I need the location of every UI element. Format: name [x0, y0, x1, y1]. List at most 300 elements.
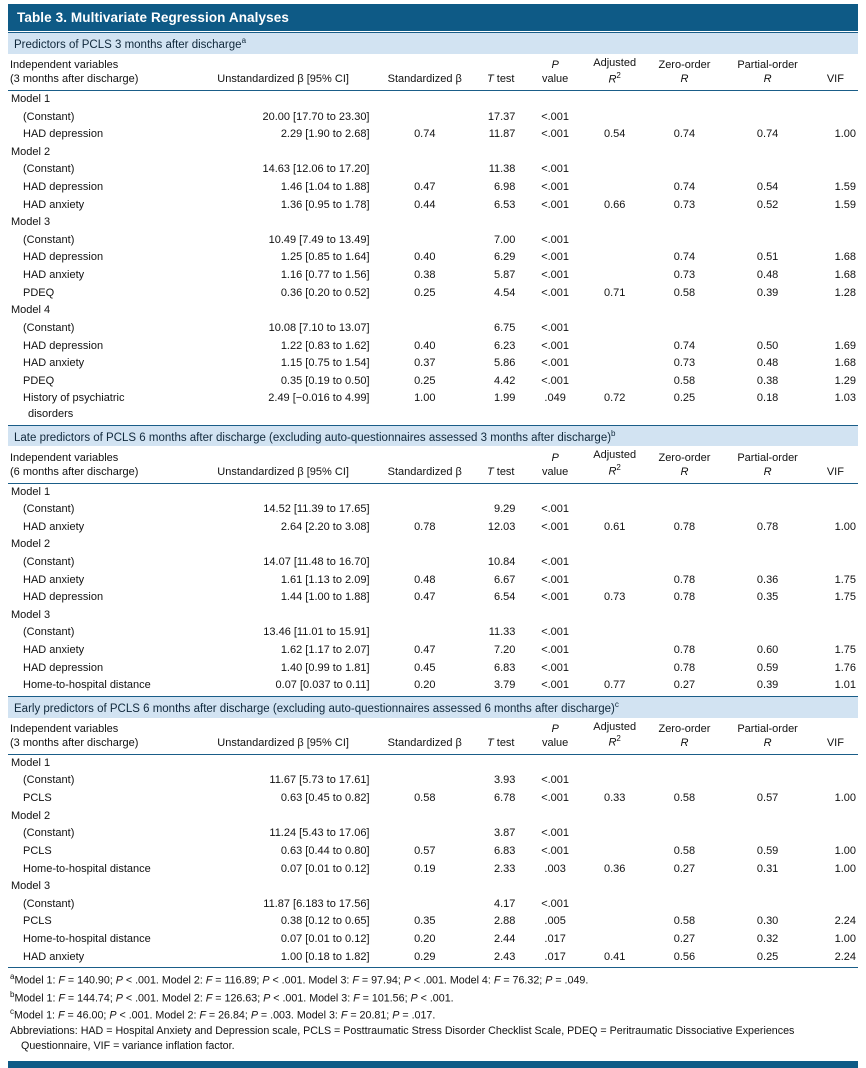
table-cell-partial_order_r: 0.51	[756, 251, 779, 264]
footnote-marker: c	[10, 1007, 14, 1017]
row-label-line: (Constant)	[23, 321, 75, 334]
row-label-line: disorders	[28, 407, 74, 420]
table-cell-adjusted_r2	[583, 179, 647, 197]
table-row	[8, 249, 858, 267]
table-cell-p_value: <.001	[541, 339, 570, 352]
table-cell-zero_order_r	[646, 501, 722, 519]
table-cell-t_test: 2.33	[494, 862, 516, 875]
stat-symbol: F	[205, 992, 213, 1005]
table-cell-standardized_beta: 0.48	[414, 573, 436, 586]
table-cell-standardized_beta	[376, 772, 475, 790]
table-cell-p_value: <.001	[541, 591, 570, 604]
row-label	[8, 161, 191, 179]
column-header-line: R	[680, 465, 689, 478]
table-cell-vif: 1.28	[834, 286, 856, 299]
model-row	[8, 754, 858, 772]
model-label: Model 3	[11, 608, 51, 621]
table-cell-partial_order_r: 0.50	[756, 339, 779, 352]
table-row	[8, 913, 858, 931]
row-label-line: HAD anxiety	[23, 520, 85, 533]
table-row	[8, 197, 858, 215]
row-label	[8, 109, 191, 127]
table-cell-zero_order_r: 0.74	[673, 128, 696, 141]
table-row	[8, 390, 858, 423]
stat-symbol: P	[410, 992, 418, 1005]
table-cell-partial_order_r	[722, 501, 812, 519]
column-header-unstandardized_beta	[191, 54, 376, 91]
row-label	[8, 843, 191, 861]
table-cell-p_value: <.001	[541, 321, 570, 334]
table-cell-t_test: 6.98	[494, 181, 516, 194]
table-cell-adjusted_r2: 0.66	[603, 198, 626, 211]
table-cell-partial_order_r	[722, 109, 812, 127]
table-cell-partial_order_r: 0.39	[756, 679, 779, 692]
table-cell-partial_order_r: 0.57	[756, 792, 779, 805]
row-label	[8, 642, 191, 660]
column-header-zero_order_r	[646, 718, 722, 755]
table-cell-vif: 2.24	[834, 915, 856, 928]
table-cell-adjusted_r2	[583, 501, 647, 519]
row-label	[8, 572, 191, 590]
table-cell-standardized_beta: 0.40	[414, 251, 436, 264]
column-header-independent-variables	[8, 54, 191, 91]
table-cell-standardized_beta	[376, 825, 475, 843]
table-cell-p_value: <.001	[541, 520, 570, 533]
table-cell-zero_order_r: 0.58	[673, 374, 696, 387]
table-cell-unstandardized_beta: 0.63 [0.45 to 0.82]	[280, 792, 370, 805]
column-header-line: Adjusted	[593, 720, 637, 733]
row-label	[8, 390, 191, 423]
table-cell-partial_order_r: 0.38	[756, 374, 779, 387]
column-header-line: Unstandardized β [95% CI]	[217, 465, 349, 478]
table-row	[8, 624, 858, 642]
table-cell-partial_order_r	[722, 554, 812, 572]
model-label: Model 2	[11, 538, 51, 551]
table-cell-zero_order_r: 0.27	[673, 932, 696, 945]
table-cell-t_test: 4.17	[494, 897, 516, 910]
table-cell-vif: 1.75	[834, 573, 856, 586]
column-header-unstandardized_beta	[191, 446, 376, 483]
table-cell-vif: 1.00	[834, 932, 856, 945]
table-cell-p_value: <.001	[541, 110, 570, 123]
column-header-line: $R^2$	[608, 463, 621, 478]
column-header-line: (3 months after discharge)	[10, 73, 139, 86]
column-header-standardized_beta	[376, 54, 475, 91]
section-footnote-marker: b	[611, 428, 616, 438]
table-cell-vif	[813, 624, 858, 642]
row-label	[8, 896, 191, 914]
stat-symbol: P	[250, 1009, 258, 1022]
regression-table	[8, 718, 858, 966]
column-header-vif	[813, 54, 858, 91]
table-cell-unstandardized_beta: 10.08 [7.10 to 13.07]	[268, 321, 370, 334]
column-header-t_test	[474, 446, 527, 483]
regression-table	[8, 446, 858, 694]
table-row	[8, 861, 858, 879]
table-cell-vif	[813, 554, 858, 572]
column-header-line: P	[551, 723, 559, 736]
column-header-line: (6 months after discharge)	[10, 465, 139, 478]
column-header-line: P	[551, 59, 559, 72]
table-cell-standardized_beta	[376, 232, 475, 250]
row-label-line: (Constant)	[23, 827, 75, 840]
column-header-zero_order_r	[646, 54, 722, 91]
table-cell-t_test: 7.20	[494, 644, 516, 657]
table-cell-unstandardized_beta: 1.36 [0.95 to 1.78]	[280, 198, 370, 211]
table-cell-t_test: 5.86	[494, 357, 516, 370]
row-label-line: HAD depression	[23, 251, 104, 264]
table-cell-unstandardized_beta: 1.40 [0.99 to 1.81]	[280, 661, 370, 674]
table-cell-t_test: 6.83	[494, 661, 516, 674]
column-header-line: (3 months after discharge)	[10, 737, 139, 750]
row-label-line: HAD depression	[23, 661, 104, 674]
row-label-line: Home-to-hospital distance	[23, 679, 151, 692]
table-cell-standardized_beta: 0.47	[414, 181, 436, 194]
column-header-partial_order_r	[722, 54, 812, 91]
table-cell-p_value: <.001	[541, 573, 570, 586]
table-cell-partial_order_r	[722, 161, 812, 179]
table-cell-unstandardized_beta: 1.22 [0.83 to 1.62]	[280, 339, 370, 352]
row-label-line: History of psychiatric	[23, 392, 125, 405]
stat-symbol: F	[205, 974, 213, 987]
table-cell-t_test: 10.84	[487, 555, 516, 568]
footnote-marker: b	[10, 989, 15, 999]
table-cell-unstandardized_beta: 0.38 [0.12 to 0.65]	[280, 915, 370, 928]
table-cell-partial_order_r	[722, 232, 812, 250]
table-cell-standardized_beta	[376, 554, 475, 572]
model-row	[8, 808, 858, 826]
table-cell-vif: 1.00	[834, 844, 856, 857]
table-cell-p_value: .003	[544, 862, 566, 875]
row-label	[8, 861, 191, 879]
table-cell-t_test: 11.87	[488, 128, 516, 141]
column-header-partial_order_r	[722, 718, 812, 755]
table-cell-vif	[813, 501, 858, 519]
table-cell-adjusted_r2	[583, 624, 647, 642]
table-cell-unstandardized_beta: 1.62 [1.17 to 2.07]	[280, 644, 370, 657]
model-label: Model 3	[11, 880, 51, 893]
column-header-line: Independent variables	[10, 59, 119, 72]
table-cell-t_test: 6.23	[494, 339, 516, 352]
model-row	[8, 144, 858, 162]
row-label	[8, 519, 191, 537]
footnote-marker: a	[10, 972, 15, 982]
header-row	[8, 718, 858, 755]
table-cell-partial_order_r: 0.36	[756, 573, 779, 586]
table-cell-zero_order_r: 0.27	[673, 679, 696, 692]
table-cell-vif: 1.69	[834, 339, 856, 352]
table-cell-unstandardized_beta: 11.67 [5.73 to 17.61]	[269, 774, 370, 787]
table-cell-t_test: 6.75	[494, 321, 516, 334]
row-label-line: HAD depression	[23, 339, 104, 352]
table-cell-partial_order_r	[722, 896, 812, 914]
table-cell-p_value: <.001	[541, 555, 570, 568]
row-label-line: (Constant)	[23, 163, 75, 176]
row-label	[8, 931, 191, 949]
table-cell-standardized_beta: 1.00	[414, 392, 436, 405]
table-cell-p_value: <.001	[541, 269, 570, 282]
table-cell-unstandardized_beta: 13.46 [11.01 to 15.91]	[263, 626, 370, 639]
table-row	[8, 373, 858, 391]
column-header-line: Zero-order	[658, 59, 711, 72]
table-cell-unstandardized_beta: 14.07 [11.48 to 16.70]	[263, 555, 370, 568]
table-cell-vif: 1.59	[834, 181, 856, 194]
table-cell-zero_order_r: 0.78	[673, 573, 696, 586]
table-cell-standardized_beta	[376, 624, 475, 642]
table-cell-adjusted_r2: 0.61	[603, 520, 626, 533]
table-cell-zero_order_r	[646, 772, 722, 790]
row-label-line: (Constant)	[23, 774, 75, 787]
column-header-line: value	[541, 737, 569, 750]
table-cell-partial_order_r: 0.18	[756, 392, 779, 405]
table-cell-partial_order_r: 0.74	[756, 128, 779, 141]
column-header-adjusted_r2	[583, 718, 647, 755]
table-cell-p_value: <.001	[541, 357, 570, 370]
table-cell-adjusted_r2	[583, 161, 647, 179]
table-cell-p_value: <.001	[541, 181, 570, 194]
table-cell-p_value: <.001	[541, 774, 570, 787]
column-header-line: Partial-order	[737, 452, 798, 465]
table-cell-p_value: <.001	[541, 844, 570, 857]
row-label-line: (Constant)	[23, 626, 75, 639]
table-row	[8, 109, 858, 127]
stat-symbol: P	[109, 1009, 117, 1022]
row-label	[8, 825, 191, 843]
table-cell-adjusted_r2	[583, 355, 647, 373]
table-cell-t_test: 2.88	[494, 915, 516, 928]
table-cell-vif: 2.24	[834, 950, 856, 963]
row-label	[8, 772, 191, 790]
table-cell-partial_order_r: 0.59	[756, 661, 779, 674]
model-label: Model 4	[11, 304, 51, 317]
table-cell-t_test: 11.38	[488, 163, 516, 176]
table-cell-t_test: 4.42	[494, 374, 516, 387]
table-cell-zero_order_r: 0.58	[673, 915, 696, 928]
column-header-line: Adjusted	[593, 56, 637, 69]
table-row	[8, 949, 858, 967]
row-label	[8, 197, 191, 215]
table-cell-adjusted_r2	[583, 338, 647, 356]
column-header-line: VIF	[826, 737, 844, 750]
header-row	[8, 54, 858, 91]
column-header-line: R	[763, 737, 772, 750]
table-row	[8, 589, 858, 607]
table-row	[8, 843, 858, 861]
table-cell-partial_order_r: 0.78	[756, 520, 779, 533]
row-label	[8, 624, 191, 642]
table-cell-zero_order_r: 0.74	[673, 251, 696, 264]
table-cell-t_test: 5.87	[494, 269, 516, 282]
column-header-line: R	[680, 73, 689, 86]
table-cell-adjusted_r2	[583, 931, 647, 949]
table-cell-vif: 1.01	[834, 679, 856, 692]
row-label-line: HAD depression	[23, 591, 104, 604]
table-cell-p_value: .017	[544, 950, 566, 963]
row-label-line: HAD anxiety	[23, 950, 85, 963]
table-cell-partial_order_r: 0.48	[756, 357, 779, 370]
table-cell-t_test: 12.03	[487, 520, 516, 533]
row-label-line: PCLS	[23, 844, 52, 857]
table-cell-partial_order_r	[722, 624, 812, 642]
row-label-line: PDEQ	[23, 374, 55, 387]
column-header-line: Standardized β	[387, 737, 462, 750]
table-cell-vif	[813, 772, 858, 790]
column-header-vif	[813, 446, 858, 483]
column-header-unstandardized_beta	[191, 718, 376, 755]
table-cell-vif: 1.68	[834, 357, 856, 370]
table-row	[8, 660, 858, 678]
table-cell-t_test: 17.37	[487, 110, 516, 123]
table-cell-standardized_beta: 0.45	[414, 661, 436, 674]
table-cell-vif	[813, 320, 858, 338]
table-cell-unstandardized_beta: 2.64 [2.20 to 3.08]	[280, 520, 370, 533]
column-header-line: value	[541, 73, 569, 86]
table-cell-zero_order_r	[646, 109, 722, 127]
row-label	[8, 232, 191, 250]
table-cell-p_value: .049	[544, 392, 566, 405]
table-cell-zero_order_r: 0.78	[673, 644, 696, 657]
column-header-line: Independent variables	[10, 452, 119, 465]
footnotes	[8, 967, 858, 1058]
model-label: Model 1	[11, 756, 51, 769]
table-cell-partial_order_r: 0.30	[756, 915, 779, 928]
table-cell-p_value: <.001	[541, 286, 570, 299]
table-cell-p_value: <.001	[541, 792, 570, 805]
row-label	[8, 660, 191, 678]
table-cell-vif	[813, 109, 858, 127]
table-cell-adjusted_r2: 0.72	[603, 392, 626, 405]
table-cell-vif: 1.00	[834, 520, 856, 533]
column-header-p_value	[527, 54, 582, 91]
table-cell-adjusted_r2	[583, 772, 647, 790]
row-label-line: Home-to-hospital distance	[23, 932, 151, 945]
table-cell-unstandardized_beta: 20.00 [17.70 to 23.30]	[262, 110, 370, 123]
table-cell-standardized_beta: 0.29	[414, 950, 436, 963]
column-header-line: R	[763, 73, 772, 86]
row-label-line: Home-to-hospital distance	[23, 862, 151, 875]
column-header-partial_order_r	[722, 446, 812, 483]
table-cell-zero_order_r	[646, 232, 722, 250]
table-cell-zero_order_r: 0.27	[673, 862, 696, 875]
row-label	[8, 249, 191, 267]
table-cell-unstandardized_beta: 1.25 [0.85 to 1.64]	[280, 251, 370, 264]
table-cell-standardized_beta: 0.57	[414, 844, 436, 857]
table-row	[8, 267, 858, 285]
stat-symbol: P	[115, 992, 123, 1005]
table-cell-zero_order_r: 0.73	[673, 269, 696, 282]
row-label-line: PDEQ	[23, 286, 55, 299]
column-header-line: Zero-order	[658, 723, 711, 736]
table-cell-zero_order_r	[646, 161, 722, 179]
table-row	[8, 896, 858, 914]
row-label	[8, 677, 191, 695]
table-cell-vif	[813, 896, 858, 914]
table-cell-adjusted_r2	[583, 267, 647, 285]
stat-symbol: P	[392, 1009, 400, 1022]
table-cell-adjusted_r2	[583, 249, 647, 267]
column-header-line: T test	[486, 737, 515, 750]
footnote: $^a$Model 1: F = 140.90; P < .001. Model 2: F = 116.89; P < .001. Model 3: F = 97.94; P < .001. Model 4: F = 76.32; P = .049.	[10, 972, 589, 987]
table-cell-t_test: 3.93	[494, 774, 516, 787]
table-row	[8, 519, 858, 537]
regression-table	[8, 54, 858, 424]
column-header-p_value	[527, 718, 582, 755]
stat-symbol: F	[340, 1009, 348, 1022]
column-header-line: $R^2$	[608, 734, 621, 750]
table-cell-partial_order_r: 0.60	[756, 644, 779, 657]
column-header-t_test	[474, 54, 527, 91]
row-label	[8, 501, 191, 519]
table-cell-standardized_beta	[376, 109, 475, 127]
table-cell-partial_order_r: 0.48	[756, 269, 779, 282]
column-header-line: Unstandardized β [95% CI]	[217, 73, 349, 86]
stat-symbol: F	[199, 1009, 206, 1022]
table-row	[8, 572, 858, 590]
table-cell-standardized_beta: 0.78	[414, 520, 436, 533]
table-cell-adjusted_r2: 0.73	[603, 591, 626, 604]
row-label	[8, 790, 191, 808]
section-header	[8, 696, 858, 718]
column-header-line: VIF	[826, 73, 844, 86]
column-header-line: T test	[486, 73, 515, 86]
table-row	[8, 790, 858, 808]
table-title: Table 3. Multivariate Regression Analyses	[8, 4, 858, 31]
table-row	[8, 338, 858, 356]
table-row	[8, 285, 858, 303]
table-row	[8, 320, 858, 338]
stat-symbol: F	[352, 974, 359, 987]
table-cell-adjusted_r2	[583, 660, 647, 678]
table-cell-zero_order_r: 0.78	[673, 661, 696, 674]
model-label: Model 1	[11, 485, 51, 498]
table-cell-standardized_beta: 0.20	[414, 679, 436, 692]
table-cell-vif: 1.00	[834, 862, 856, 875]
row-label-line: HAD anxiety	[23, 357, 85, 370]
table-cell-partial_order_r: 0.54	[756, 181, 779, 194]
table-cell-unstandardized_beta: 0.07 [0.01 to 0.12]	[280, 932, 370, 945]
model-label: Model 2	[11, 809, 51, 822]
row-label	[8, 126, 191, 144]
table-cell-p_value: .005	[544, 915, 566, 928]
table-cell-unstandardized_beta: 0.36 [0.20 to 0.52]	[280, 286, 370, 299]
table-cell-vif: 1.59	[834, 198, 856, 211]
table-row	[8, 554, 858, 572]
table-cell-vif: 1.75	[834, 644, 856, 657]
model-label: Model 1	[11, 92, 51, 105]
column-header-line: P	[551, 452, 559, 465]
footnote: $^c$Model 1: F = 46.00; P < .001. Model 2: F = 26.84; P = .003. Model 3: F = 20.81; P = .017.	[10, 1007, 436, 1022]
section-header-text: Late predictors of PCLS 6 months after discharge (excluding auto-questionnaires assessed 3 months after discharge)	[14, 431, 612, 444]
row-label	[8, 179, 191, 197]
table-cell-vif: 1.03	[834, 392, 856, 405]
table-cell-unstandardized_beta: 1.00 [0.18 to 1.82]	[280, 950, 370, 963]
table-cell-p_value: <.001	[541, 661, 570, 674]
table-cell-zero_order_r	[646, 896, 722, 914]
footnote: $^b$Model 1: F = 144.74; P < .001. Model 2: F = 126.63; P < .001. Model 3: F = 101.56; P < .001.	[10, 989, 454, 1005]
table-cell-partial_order_r	[722, 825, 812, 843]
table-cell-partial_order_r: 0.25	[756, 950, 779, 963]
row-label-line: HAD anxiety	[23, 198, 85, 211]
table-cell-p_value: <.001	[541, 679, 570, 692]
table-cell-zero_order_r: 0.25	[673, 392, 696, 405]
table-cell-unstandardized_beta: 2.29 [1.90 to 2.68]	[280, 128, 370, 141]
table-cell-t_test: 2.43	[494, 950, 516, 963]
table-cell-t_test: 6.67	[494, 573, 516, 586]
table-cell-standardized_beta: 0.47	[414, 644, 436, 657]
row-label-line: (Constant)	[23, 503, 75, 516]
column-header-line: T test	[486, 465, 515, 478]
table-cell-unstandardized_beta: 0.07 [0.01 to 0.12]	[280, 862, 370, 875]
